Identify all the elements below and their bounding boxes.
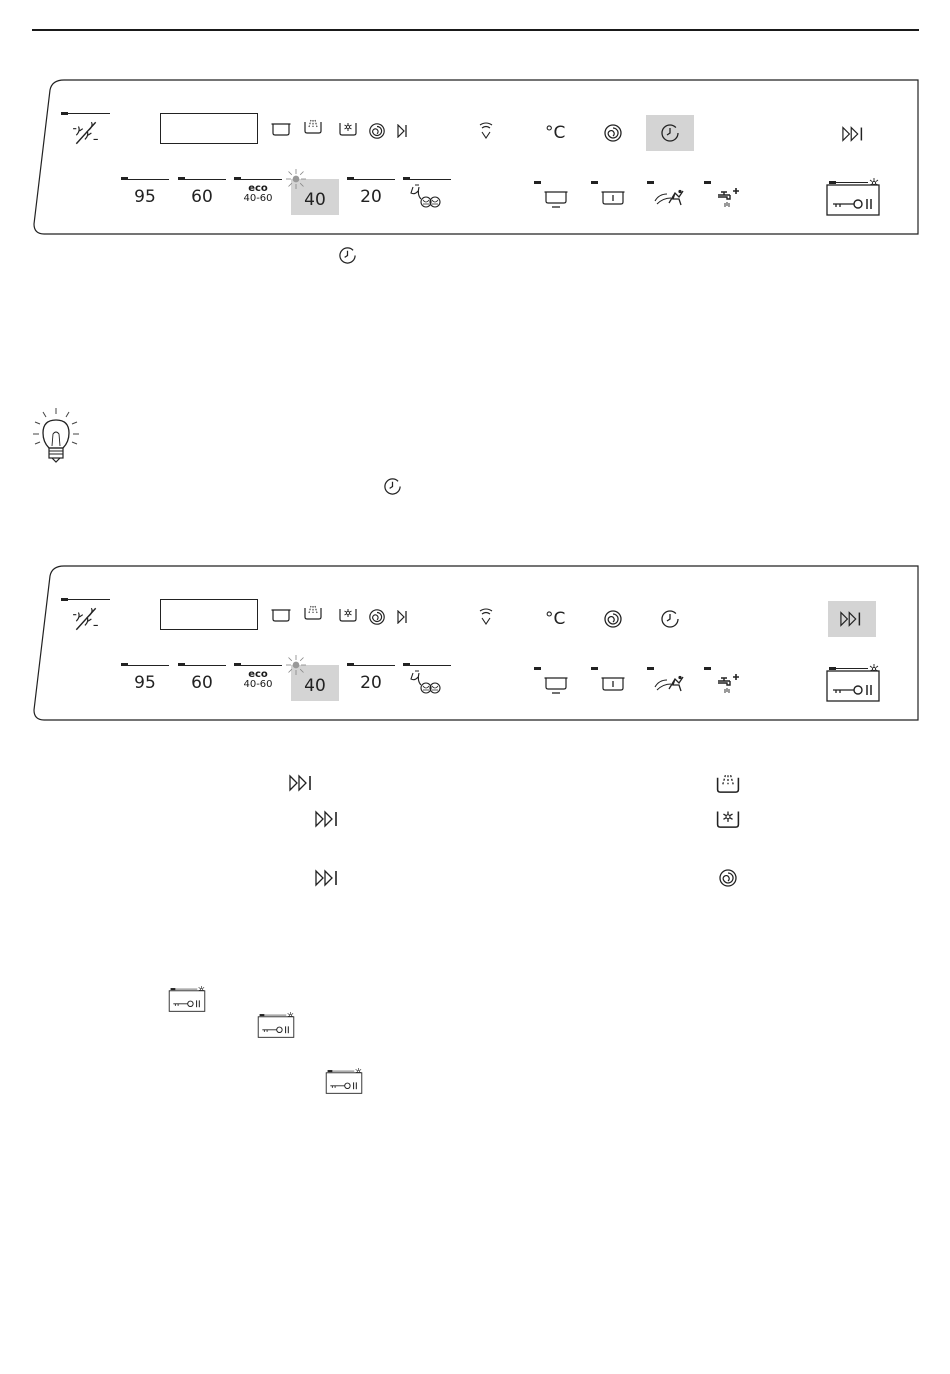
- temp-20-label: 20: [360, 673, 382, 693]
- celsius-label[interactable]: °C: [545, 123, 566, 143]
- rinse-hold-icon[interactable]: [603, 609, 623, 629]
- temp-eco[interactable]: [234, 179, 282, 215]
- divider: [68, 599, 110, 600]
- skip-forward-button[interactable]: [828, 601, 876, 637]
- cold-wash-icon[interactable]: [338, 120, 358, 136]
- eco-range: 40-60: [243, 679, 273, 690]
- divider: [234, 665, 282, 666]
- led: [178, 663, 185, 666]
- led: [591, 181, 598, 184]
- spin-adjust-icon[interactable]: [72, 120, 100, 146]
- main-wash-icon[interactable]: [271, 608, 291, 622]
- led: [61, 112, 68, 115]
- rinse-icon: [718, 868, 738, 888]
- divider: [234, 179, 282, 180]
- divider: [403, 179, 451, 180]
- temp-60-label: 60: [191, 187, 213, 207]
- digital-display: [160, 599, 258, 630]
- divider: [121, 665, 169, 666]
- divider: [347, 179, 395, 180]
- wool-button[interactable]: [403, 665, 451, 701]
- wool-button[interactable]: [403, 179, 451, 215]
- temp-95-label: 95: [134, 187, 156, 207]
- child-lock-start-pause-icon: [257, 1012, 295, 1038]
- temp-60[interactable]: [178, 179, 226, 215]
- temp-20[interactable]: [347, 665, 395, 701]
- digital-display: [160, 113, 258, 144]
- spin-adjust-icon[interactable]: [72, 606, 100, 632]
- lightbulb-tip-icon: [31, 406, 81, 464]
- water-level-icon[interactable]: [478, 606, 494, 626]
- rinse-icon[interactable]: [368, 122, 386, 140]
- extra-rinse-icon[interactable]: [715, 673, 741, 697]
- prewash-icon: [715, 772, 741, 794]
- celsius-label[interactable]: °C: [545, 609, 566, 629]
- delay-timer-icon: [383, 477, 402, 496]
- rinse-only-icon[interactable]: [601, 190, 625, 206]
- eco-range: 40-60: [243, 193, 273, 204]
- rinse-only-icon[interactable]: [601, 676, 625, 692]
- eco-label: eco: [248, 669, 268, 680]
- flashing-led-icon: [286, 655, 306, 675]
- skip-forward-icon[interactable]: [842, 126, 866, 142]
- divider: [347, 665, 395, 666]
- led: [178, 177, 185, 180]
- temp-20-label: 20: [360, 187, 382, 207]
- child-lock-start-pause-icon: [168, 986, 206, 1012]
- divider: [403, 665, 451, 666]
- delay-timer-icon: [660, 609, 680, 629]
- eco-label: eco: [248, 183, 268, 194]
- quick-wash-icon[interactable]: [653, 675, 687, 693]
- top-rule: [32, 29, 919, 31]
- skip-forward-icon: [315, 869, 341, 887]
- temp-20[interactable]: [347, 179, 395, 215]
- cold-wash-icon[interactable]: [338, 606, 358, 622]
- extra-rinse-icon[interactable]: [715, 187, 741, 211]
- led: [234, 177, 241, 180]
- delay-timer-icon: [338, 246, 357, 265]
- rinse-hold-icon[interactable]: [603, 123, 623, 143]
- led: [704, 667, 711, 670]
- temp-60[interactable]: [178, 665, 226, 701]
- wool-icon: [409, 669, 443, 695]
- led: [347, 663, 354, 666]
- prewash-icon[interactable]: [303, 604, 323, 620]
- divider: [68, 113, 110, 114]
- skip-forward-icon: [289, 774, 315, 792]
- led: [61, 598, 68, 601]
- skip-forward-icon: [315, 810, 341, 828]
- led: [234, 663, 241, 666]
- led: [121, 177, 128, 180]
- led: [647, 667, 654, 670]
- rinse-icon[interactable]: [368, 608, 386, 626]
- led: [403, 177, 410, 180]
- wool-icon: [409, 183, 443, 209]
- control-panel-2: [32, 564, 919, 719]
- control-panel-1: [32, 78, 919, 233]
- led: [647, 181, 654, 184]
- temp-60-label: 60: [191, 673, 213, 693]
- flashing-led-icon: [286, 169, 306, 189]
- skip-icon[interactable]: [396, 610, 408, 624]
- temp-95-label: 95: [134, 673, 156, 693]
- child-lock-start-pause-icon[interactable]: [826, 178, 880, 216]
- drain-icon[interactable]: [544, 190, 568, 208]
- temp-95[interactable]: [121, 179, 169, 215]
- delay-start-button[interactable]: [646, 115, 694, 151]
- led: [534, 667, 541, 670]
- prewash-icon[interactable]: [303, 118, 323, 134]
- temp-eco[interactable]: [234, 665, 282, 701]
- led: [704, 181, 711, 184]
- divider: [178, 179, 226, 180]
- water-level-icon[interactable]: [478, 120, 494, 140]
- temp-95[interactable]: [121, 665, 169, 701]
- main-wash-icon[interactable]: [271, 122, 291, 136]
- led: [121, 663, 128, 666]
- cold-wash-icon: [715, 807, 741, 829]
- led: [403, 663, 410, 666]
- temp-40-label: 40: [304, 190, 326, 210]
- skip-icon[interactable]: [396, 124, 408, 138]
- led: [347, 177, 354, 180]
- temp-40-label: 40: [304, 676, 326, 696]
- skip-forward-icon: [840, 611, 864, 627]
- led: [591, 667, 598, 670]
- led: [534, 181, 541, 184]
- child-lock-start-pause-icon: [325, 1068, 363, 1094]
- delay-timer-icon: [660, 123, 680, 143]
- divider: [178, 665, 226, 666]
- drain-icon[interactable]: [544, 676, 568, 694]
- divider: [121, 179, 169, 180]
- delay-start-button[interactable]: [646, 601, 694, 637]
- quick-wash-icon[interactable]: [653, 189, 687, 207]
- child-lock-start-pause-icon[interactable]: [826, 664, 880, 702]
